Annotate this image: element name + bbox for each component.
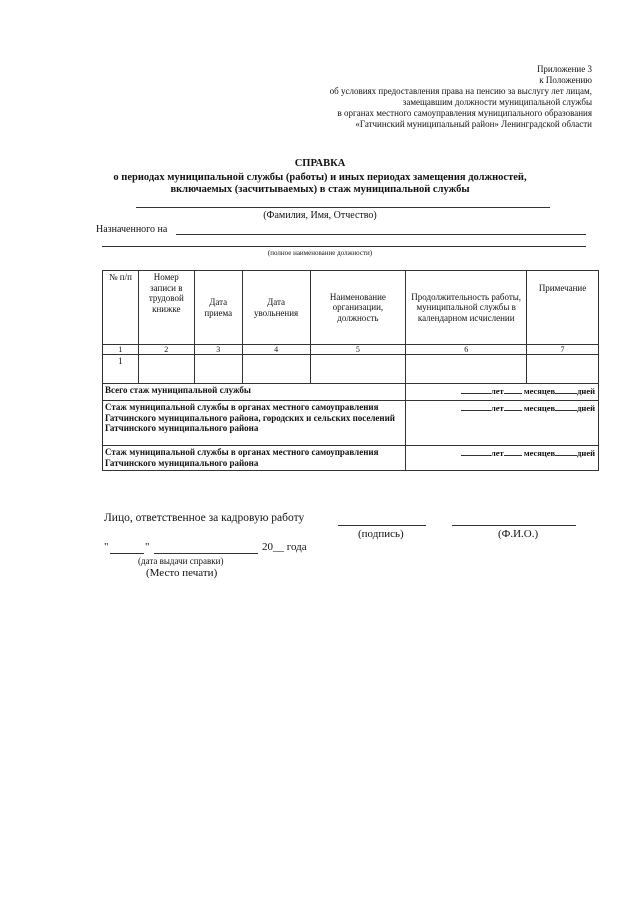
summary-duration[interactable] bbox=[406, 401, 599, 446]
name-caption: (Ф.И.О.) bbox=[498, 528, 539, 540]
summary-label: Стаж муниципальной службы в органах местного самоуправления Гатчинского муниципального района bbox=[103, 446, 406, 471]
years-unit: лет bbox=[490, 386, 504, 396]
responsible-label: Лицо, ответственное за кадровую работу bbox=[104, 512, 305, 524]
appendix-line: Приложение 3 bbox=[536, 64, 592, 74]
col-header-number: № п/п bbox=[103, 271, 139, 345]
col-number: 7 bbox=[527, 345, 599, 355]
table-row bbox=[103, 355, 599, 384]
signature-line[interactable] bbox=[338, 525, 426, 526]
appendix-line: «Гатчинский муниципальный район» Ленинградской области bbox=[355, 119, 592, 129]
summary-duration[interactable] bbox=[406, 384, 599, 401]
appendix-line: к Положению bbox=[539, 75, 592, 85]
appendix-line: об условиях предоставления права на пенсию за выслугу лет лицам, bbox=[329, 86, 592, 96]
months-unit: месяцев bbox=[523, 386, 556, 396]
appointed-line-2[interactable] bbox=[102, 246, 586, 247]
appointed-line[interactable] bbox=[176, 234, 586, 235]
appointed-label: Назначенного на bbox=[96, 224, 168, 235]
date-caption: (дата выдачи справки) bbox=[138, 556, 224, 566]
days-unit: дней bbox=[577, 448, 595, 458]
date-quote-open: " bbox=[104, 541, 109, 553]
summary-label: Стаж муниципальной службы в органах местного самоуправления Гатчинского муниципального района, городских и сельских поселений Гатчинского муниципального района bbox=[103, 401, 406, 446]
sign-caption: (подпись) bbox=[358, 528, 404, 540]
fio-line[interactable] bbox=[136, 207, 550, 208]
position-caption: (полное наименование должности) bbox=[267, 249, 373, 257]
summary-row-district-settlements bbox=[103, 401, 599, 446]
col-header-note: Примечание bbox=[527, 271, 599, 345]
col-number: 3 bbox=[194, 345, 242, 355]
col-number: 2 bbox=[138, 345, 194, 355]
col-header-duration: Продолжительность работы, муниципальной службы в календарном исчислении bbox=[406, 271, 527, 345]
document-title: СПРАВКА bbox=[294, 158, 346, 169]
col-number: 4 bbox=[242, 345, 310, 355]
table-cell[interactable] bbox=[527, 355, 599, 384]
table-cell[interactable] bbox=[194, 355, 242, 384]
summary-label: Всего стаж муниципальной службы bbox=[103, 384, 406, 401]
col-header-record: Номер записи в трудовой книжке bbox=[138, 271, 194, 345]
summary-row-district bbox=[103, 446, 599, 471]
date-quote-close: " bbox=[145, 541, 150, 553]
years-unit: лет bbox=[490, 448, 504, 458]
appendix-line: замещавшим должности муниципальной службы bbox=[402, 97, 592, 107]
fio-caption: (Фамилия, Имя, Отчество) bbox=[263, 210, 377, 221]
appendix-line: в органах местного самоуправления муниципального образования bbox=[337, 108, 592, 118]
months-unit: месяцев bbox=[523, 403, 556, 413]
table-cell[interactable] bbox=[310, 355, 406, 384]
days-unit: дней bbox=[577, 403, 595, 413]
days-unit: дней bbox=[577, 386, 595, 396]
name-line[interactable] bbox=[452, 525, 576, 526]
col-header-organization: Наименование организации, должность bbox=[310, 271, 406, 345]
row-index: 1 bbox=[103, 355, 139, 384]
document-subtitle-line2: включаемых (засчитываемых) в стаж муниципальной службы bbox=[170, 184, 470, 195]
years-unit: лет bbox=[490, 403, 504, 413]
stamp-place: (Место печати) bbox=[146, 567, 218, 579]
col-number: 1 bbox=[103, 345, 139, 355]
table-number-row bbox=[103, 345, 599, 355]
year-text: 20__ года bbox=[262, 541, 307, 553]
summary-row-total bbox=[103, 384, 599, 401]
table-header-row bbox=[103, 271, 599, 345]
table-cell[interactable] bbox=[406, 355, 527, 384]
service-periods-table bbox=[102, 270, 599, 471]
col-header-hire-date: Дата приема bbox=[194, 271, 242, 345]
document-subtitle-line1: о периодах муниципальной службы (работы) и иных периодах замещения должностей, bbox=[113, 172, 527, 183]
table-cell[interactable] bbox=[138, 355, 194, 384]
months-unit: месяцев bbox=[523, 448, 556, 458]
col-number: 5 bbox=[310, 345, 406, 355]
summary-duration[interactable] bbox=[406, 446, 599, 471]
day-line[interactable] bbox=[110, 553, 144, 554]
month-line[interactable] bbox=[154, 553, 258, 554]
appendix-header bbox=[252, 64, 592, 130]
table-cell[interactable] bbox=[242, 355, 310, 384]
col-header-dismissal-date: Дата увольнения bbox=[242, 271, 310, 345]
col-number: 6 bbox=[406, 345, 527, 355]
